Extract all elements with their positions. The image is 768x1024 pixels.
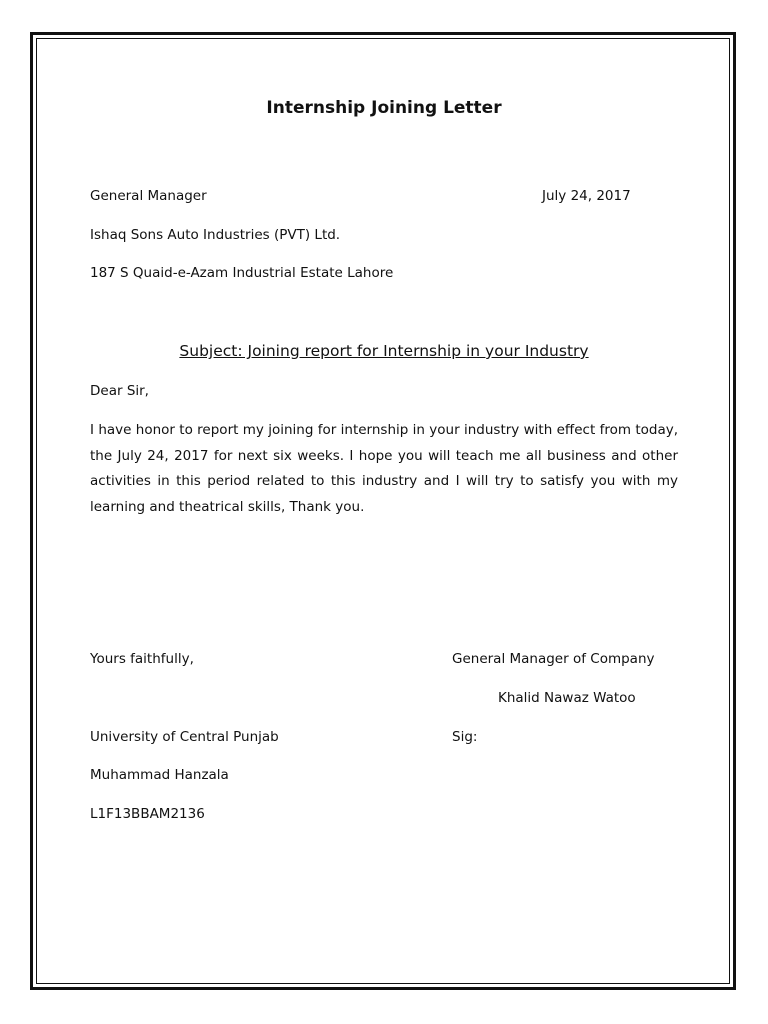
letter-date: July 24, 2017 [542,188,631,204]
sender-roll-number: L1F13BBAM2136 [90,806,205,822]
salutation: Dear Sir, [90,383,149,399]
recipient-company: Ishaq Sons Auto Industries (PVT) Ltd. [90,227,341,243]
closing: Yours faithfully, [90,651,194,667]
signature-label: Sig: [452,729,478,745]
letter-title: Internship Joining Letter [266,98,502,118]
approver-name: Khalid Nawaz Watoo [498,690,636,706]
recipient-designation: General Manager [90,188,207,204]
approver-title: General Manager of Company [452,651,655,667]
sender-name: Muhammad Hanzala [90,767,229,783]
sender-university: University of Central Punjab [90,729,279,745]
letter-subject: Subject: Joining report for Internship in your Industry [179,342,589,360]
letter-body: I have honor to report my joining for internship in your industry with effect from today, the July 24, 2017 for next six weeks. I hope you will teach me all business and other activities in this period related to this industry and I will try to satisfy you with my learning and theatrical skills, Thank you. [90,422,678,515]
recipient-address: 187 S Quaid-e-Azam Industrial Estate Lahore [90,265,394,281]
